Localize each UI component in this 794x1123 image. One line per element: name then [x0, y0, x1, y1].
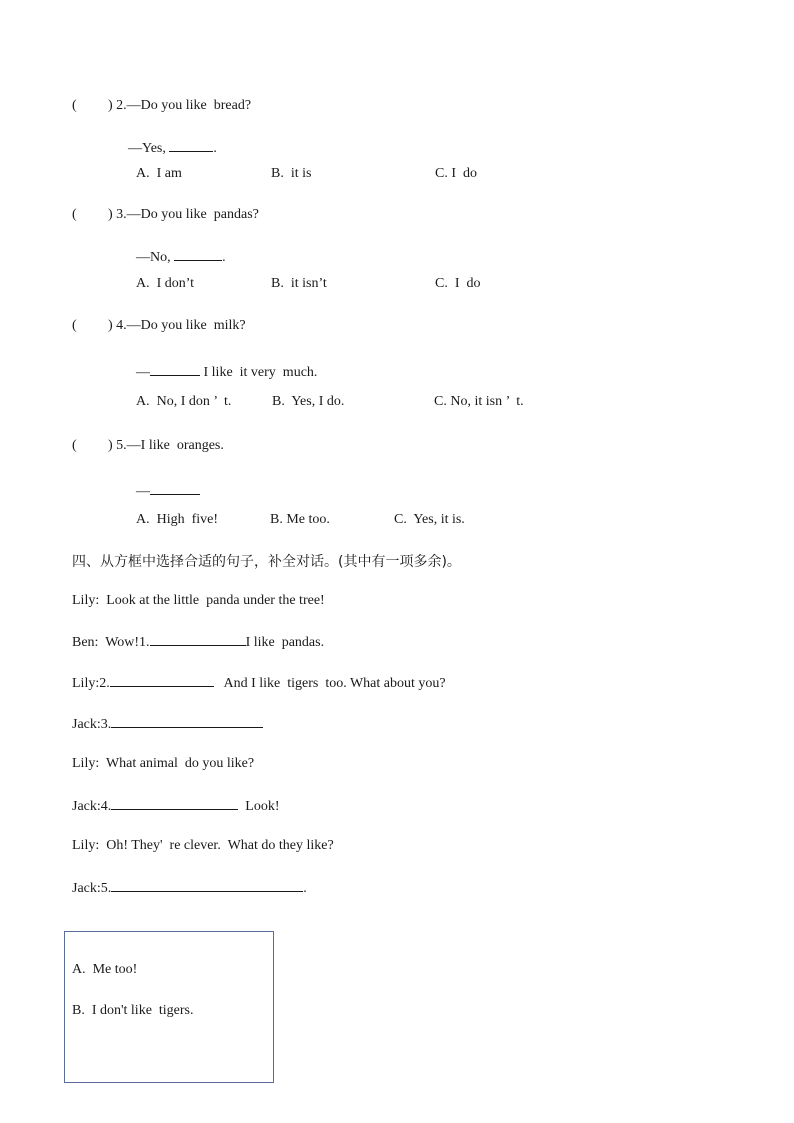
answer-paren-open: ( — [72, 98, 77, 113]
answer-blank[interactable] — [174, 248, 222, 261]
option-b: B. Me too. — [270, 512, 330, 527]
answer-blank[interactable] — [111, 879, 303, 892]
answer-blank[interactable] — [111, 715, 263, 728]
option-c: C. Yes, it is. — [394, 512, 465, 527]
dialogue-line: Lily: Look at the little panda under the tree! — [72, 593, 325, 608]
answer-blank[interactable] — [110, 674, 214, 687]
answer-paren-open: ( — [72, 318, 77, 333]
choices-box — [64, 931, 274, 1083]
answer-blank[interactable] — [150, 482, 200, 495]
section-heading: 四、从方框中选择合适的句子，补全对话。(其中有一项多余)。 — [72, 554, 461, 570]
question-reply: —No, . — [136, 250, 226, 265]
answer-blank[interactable] — [111, 797, 238, 810]
dialogue-line: Jack:4. Look! — [72, 799, 280, 814]
answer-paren-open: ( — [72, 438, 77, 453]
option-c: C. No, it isn ’ t. — [434, 394, 524, 409]
question-reply: —Yes, . — [128, 141, 217, 156]
dialogue-line: Jack:3. — [72, 715, 263, 733]
dialogue-line: Lily: What animal do you like? — [72, 756, 255, 771]
option-c: C. I do — [435, 276, 481, 291]
option-b: B. it is — [271, 166, 312, 181]
dialogue-line: Lily:2. And I like tigers too. What about you? — [72, 676, 446, 691]
answer-paren-open: ( — [72, 207, 77, 222]
dialogue-line: Jack:5. . — [72, 881, 307, 896]
question-reply: — I like it very much. — [136, 365, 318, 380]
option-c: C. I do — [435, 166, 477, 181]
question-stem: ) 2.—Do you like bread? — [108, 98, 252, 113]
option-a: A. I am — [136, 166, 182, 181]
option-b: B. Yes, I do. — [272, 394, 345, 409]
answer-blank[interactable] — [150, 363, 200, 376]
option-a: A. High five! — [136, 512, 219, 527]
option-b: B. it isn’t — [271, 276, 327, 291]
question-stem: ) 4.—Do you like milk? — [108, 318, 246, 333]
dialogue-line: Ben: Wow!1. I like pandas. — [72, 635, 325, 650]
question-stem: ) 5.—I like oranges. — [108, 438, 224, 453]
question-stem: ) 3.—Do you like pandas? — [108, 207, 259, 222]
dialogue-line: Lily: Oh! They' re clever. What do they like? — [72, 838, 334, 853]
option-a: A. No, I don ’ t. — [136, 394, 232, 409]
answer-blank[interactable] — [169, 139, 213, 152]
choice-item: B. I don't like tigers. — [72, 1003, 194, 1018]
option-a: A. I don’t — [136, 276, 195, 291]
question-reply: — — [136, 482, 200, 500]
choice-item: A. Me too! — [72, 962, 138, 977]
answer-blank[interactable] — [150, 633, 246, 646]
